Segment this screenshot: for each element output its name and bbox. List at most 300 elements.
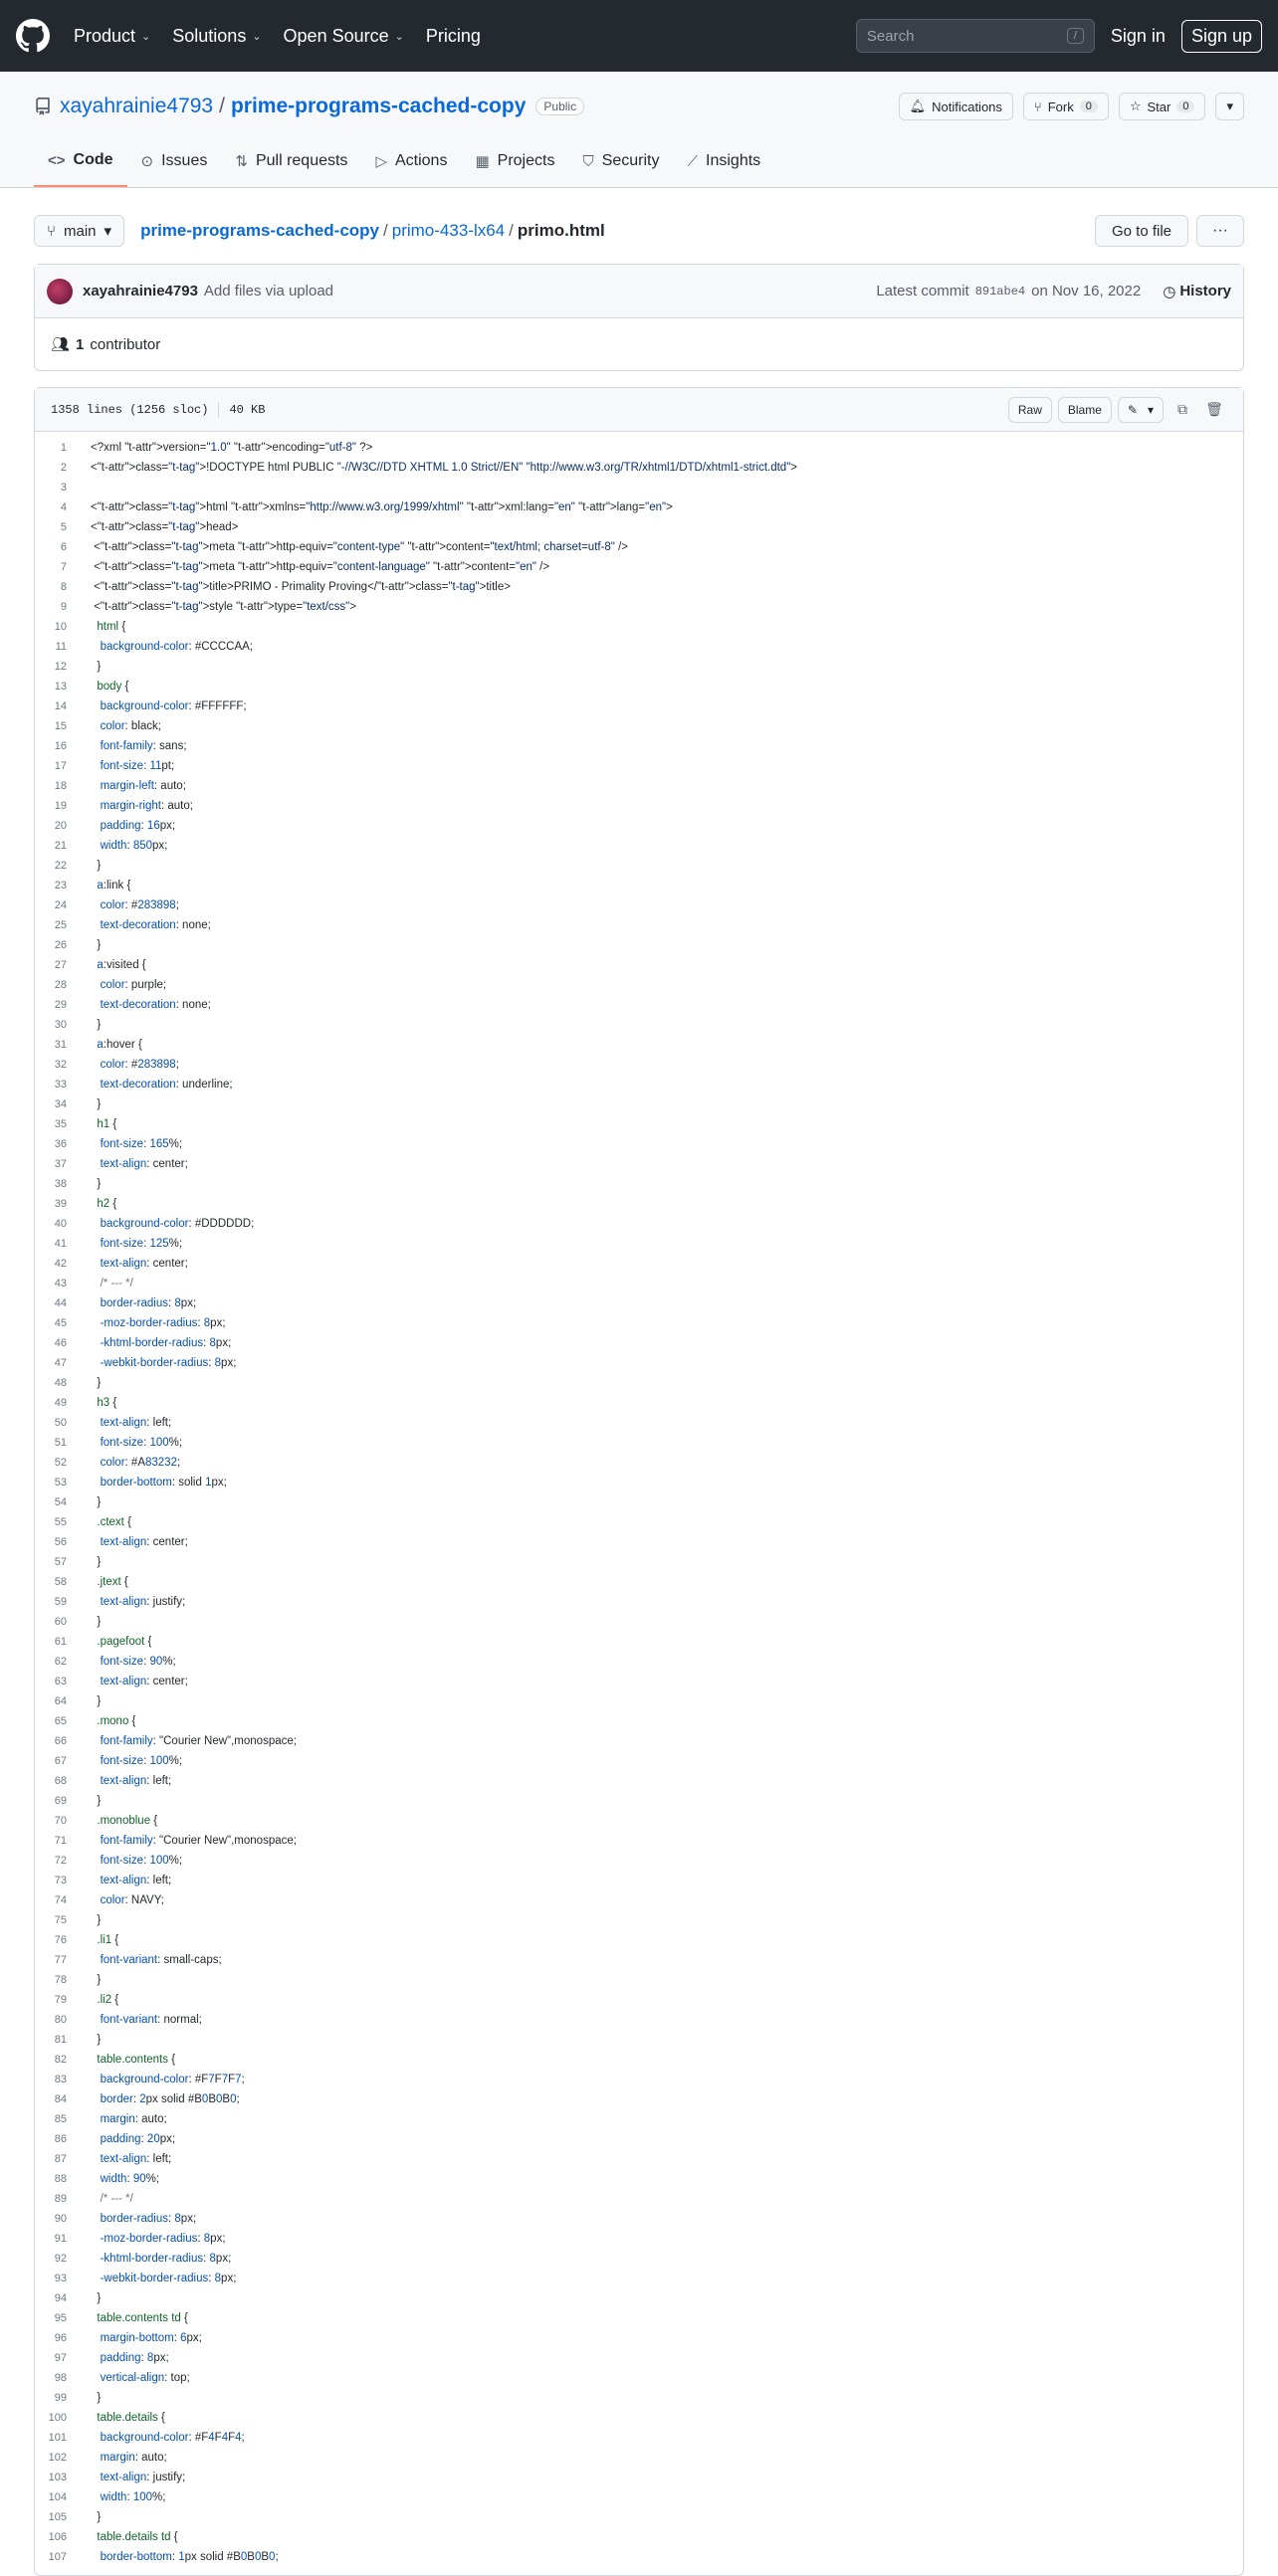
line-number[interactable]: 9 bbox=[60, 601, 67, 613]
line-content: <"t-attr">class="t-tag">title>PRIMO - Primality Proving</"t-attr">class="t-tag">title> bbox=[91, 581, 511, 593]
commit-date: on Nov 16, 2022 bbox=[1031, 283, 1142, 299]
line-content: text-align: left; bbox=[100, 1775, 172, 1787]
line-content: -moz-border-radius: 8px; bbox=[100, 1317, 226, 1329]
line-number[interactable]: 33 bbox=[54, 1079, 67, 1090]
code-line bbox=[35, 1711, 1243, 1731]
line-number[interactable]: 71 bbox=[54, 1835, 67, 1847]
line-number[interactable]: 8 bbox=[60, 581, 67, 593]
line-number[interactable]: 99 bbox=[54, 2392, 67, 2404]
line-content: text-align: center; bbox=[100, 1158, 188, 1170]
line-number[interactable]: 59 bbox=[54, 1596, 67, 1608]
line-number[interactable]: 81 bbox=[54, 2034, 67, 2046]
graph-icon: ⟋ bbox=[687, 152, 699, 170]
line-number[interactable]: 76 bbox=[54, 1934, 67, 1946]
line-content: font-size: 100%; bbox=[100, 1855, 183, 1867]
code-line bbox=[35, 657, 1243, 677]
line-number[interactable]: 14 bbox=[54, 700, 67, 712]
search-input[interactable]: Search / bbox=[856, 19, 1095, 53]
line-number[interactable]: 1 bbox=[60, 442, 67, 454]
line-content: text-decoration: underline; bbox=[100, 1079, 233, 1090]
line-number[interactable]: 72 bbox=[54, 1855, 67, 1867]
line-number[interactable]: 101 bbox=[48, 2432, 67, 2444]
line-number[interactable]: 10 bbox=[54, 621, 67, 633]
line-content: font-size: 90%; bbox=[100, 1656, 176, 1668]
breadcrumb-dir[interactable]: primo-433-lx64 bbox=[391, 221, 506, 240]
line-number[interactable]: 87 bbox=[54, 2153, 67, 2165]
line-number[interactable]: 73 bbox=[54, 1875, 67, 1886]
repo-name-link[interactable]: prime-programs-cached-copy bbox=[230, 95, 527, 117]
code-line bbox=[35, 796, 1243, 816]
line-number[interactable]: 25 bbox=[54, 919, 67, 931]
line-number[interactable]: 91 bbox=[54, 2233, 67, 2245]
line-number[interactable]: 5 bbox=[60, 521, 67, 533]
code-line bbox=[35, 1373, 1243, 1393]
line-number[interactable]: 3 bbox=[60, 482, 67, 494]
code-line bbox=[35, 2448, 1243, 2468]
line-number[interactable]: 85 bbox=[54, 2113, 67, 2125]
line-number[interactable]: 51 bbox=[54, 1437, 67, 1449]
code-line bbox=[35, 2328, 1243, 2348]
edit-button[interactable] bbox=[1118, 397, 1164, 423]
line-number[interactable]: 67 bbox=[54, 1755, 67, 1767]
line-number[interactable]: 35 bbox=[54, 1118, 67, 1130]
code-line bbox=[35, 537, 1243, 557]
line-content: h2 { bbox=[97, 1198, 117, 1210]
code-line bbox=[35, 2249, 1243, 2269]
line-content: background-color: #FFFFFF; bbox=[100, 700, 247, 712]
line-number[interactable]: 39 bbox=[54, 1198, 67, 1210]
line-number[interactable]: 89 bbox=[54, 2193, 67, 2205]
line-number[interactable]: 12 bbox=[54, 661, 67, 673]
line-number[interactable]: 62 bbox=[54, 1656, 67, 1668]
code-line bbox=[35, 816, 1243, 836]
line-content: padding: 8px; bbox=[100, 2352, 169, 2364]
line-number[interactable]: 28 bbox=[54, 979, 67, 991]
line-number[interactable]: 61 bbox=[54, 1636, 67, 1648]
line-content: margin: auto; bbox=[100, 2113, 167, 2125]
line-number[interactable]: 19 bbox=[54, 800, 67, 812]
line-number[interactable]: 52 bbox=[54, 1457, 67, 1469]
line-number[interactable]: 34 bbox=[54, 1098, 67, 1110]
line-number[interactable]: 68 bbox=[54, 1775, 67, 1787]
line-content: -khtml-border-radius: 8px; bbox=[100, 2253, 232, 2265]
code-line bbox=[35, 1851, 1243, 1871]
line-number[interactable]: 55 bbox=[54, 1516, 67, 1528]
code-line bbox=[35, 1353, 1243, 1373]
line-number[interactable]: 45 bbox=[54, 1317, 67, 1329]
line-content: background-color: #F7F7F7; bbox=[100, 2074, 245, 2085]
code-line bbox=[35, 637, 1243, 657]
code-line bbox=[35, 1691, 1243, 1711]
line-number[interactable]: 15 bbox=[54, 720, 67, 732]
line-number[interactable]: 30 bbox=[54, 1019, 67, 1031]
line-content: h1 { bbox=[97, 1118, 117, 1130]
commit-sha-link[interactable]: 891abe4 bbox=[974, 284, 1026, 298]
line-number[interactable]: 58 bbox=[54, 1576, 67, 1588]
code-line bbox=[35, 1771, 1243, 1791]
code-line bbox=[35, 2229, 1243, 2249]
line-content: .monoblue { bbox=[97, 1815, 158, 1827]
line-content: <"t-attr">class="t-tag">html "t-attr">xmlns="http://www.w3.org/1999/xhtml" "t-attr">xml:lang="en" "t-attr">lang="en"> bbox=[91, 501, 673, 513]
tab-code[interactable]: <> Code bbox=[34, 135, 127, 187]
line-number[interactable]: 77 bbox=[54, 1954, 67, 1966]
code-line bbox=[35, 2348, 1243, 2368]
line-content: text-align: left; bbox=[100, 1875, 172, 1886]
line-content: .li1 { bbox=[97, 1934, 119, 1946]
code-line bbox=[35, 557, 1243, 577]
code-line bbox=[35, 1950, 1243, 1970]
code-line bbox=[35, 1791, 1243, 1811]
github-logo-icon[interactable] bbox=[16, 19, 50, 53]
line-content: border-radius: 8px; bbox=[100, 2213, 197, 2225]
line-content: } bbox=[91, 2392, 102, 2404]
line-number[interactable]: 7 bbox=[60, 561, 67, 573]
blame-button[interactable]: Blame bbox=[1058, 397, 1112, 423]
file-size: 40 KB bbox=[229, 402, 266, 417]
code-line bbox=[35, 1274, 1243, 1293]
breadcrumb-separator: / bbox=[383, 221, 388, 240]
contributors-row[interactable] bbox=[35, 318, 1243, 370]
line-number[interactable]: 94 bbox=[54, 2292, 67, 2304]
code-line bbox=[35, 915, 1243, 935]
line-content: font-variant: small-caps; bbox=[100, 1954, 222, 1966]
line-number[interactable]: 26 bbox=[54, 939, 67, 951]
line-number[interactable]: 92 bbox=[54, 2253, 67, 2265]
star-button[interactable]: ☆ Star 0 bbox=[1119, 93, 1206, 120]
line-content: width: 850px; bbox=[100, 840, 168, 852]
line-number[interactable]: 38 bbox=[54, 1178, 67, 1190]
line-content: } bbox=[91, 860, 102, 872]
code-line bbox=[35, 2388, 1243, 2408]
fork-count: 0 bbox=[1080, 100, 1098, 112]
line-content: } bbox=[91, 939, 102, 951]
code-line bbox=[35, 1572, 1243, 1592]
code-line bbox=[35, 1970, 1243, 1990]
line-number[interactable]: 56 bbox=[54, 1536, 67, 1548]
history-link[interactable]: ◷ History bbox=[1163, 283, 1231, 300]
line-number[interactable]: 6 bbox=[60, 541, 67, 553]
line-number[interactable]: 64 bbox=[54, 1695, 67, 1707]
line-number[interactable]: 44 bbox=[54, 1297, 67, 1309]
avatar[interactable] bbox=[47, 279, 73, 304]
line-content: a:visited { bbox=[97, 959, 146, 971]
line-number[interactable]: 103 bbox=[48, 2472, 67, 2483]
code-line bbox=[35, 2089, 1243, 2109]
line-content: .mono { bbox=[97, 1715, 136, 1727]
clock-icon: ◷ bbox=[1163, 283, 1176, 300]
line-number[interactable]: 74 bbox=[54, 1894, 67, 1906]
tab-insights[interactable]: ⟋ Insights bbox=[687, 152, 761, 170]
code-line bbox=[35, 836, 1243, 856]
line-content: padding: 20px; bbox=[100, 2133, 176, 2145]
code-line bbox=[35, 935, 1243, 955]
line-number[interactable]: 98 bbox=[54, 2372, 67, 2384]
play-icon: ▷ bbox=[375, 153, 387, 170]
nav-pricing[interactable]: Pricing bbox=[425, 25, 481, 46]
code-line bbox=[35, 1811, 1243, 1831]
tab-actions[interactable]: ▷ Actions bbox=[375, 152, 448, 170]
code-viewer bbox=[34, 387, 1244, 2576]
code-line bbox=[35, 1453, 1243, 1473]
line-number[interactable]: 21 bbox=[54, 840, 67, 852]
line-number[interactable]: 66 bbox=[54, 1735, 67, 1747]
line-number[interactable]: 32 bbox=[54, 1059, 67, 1071]
code-line bbox=[35, 2308, 1243, 2328]
file-lines-info: 1358 lines (1256 sloc) bbox=[51, 402, 209, 417]
line-number[interactable]: 36 bbox=[54, 1138, 67, 1150]
line-number[interactable]: 70 bbox=[54, 1815, 67, 1827]
line-number[interactable]: 11 bbox=[55, 641, 67, 653]
line-content: /* --- */ bbox=[91, 2193, 133, 2205]
fork-button[interactable]: ⑂ Fork 0 bbox=[1023, 93, 1109, 120]
line-content: color: #A83232; bbox=[100, 1457, 181, 1469]
line-content: font-size: 125%; bbox=[100, 1238, 183, 1250]
more-options-button[interactable]: ··· bbox=[1196, 215, 1244, 247]
line-content: margin-right: auto; bbox=[100, 800, 193, 812]
line-content: margin-left: auto; bbox=[100, 780, 186, 792]
tab-projects[interactable]: ▦ Projects bbox=[475, 152, 555, 170]
line-number[interactable]: 13 bbox=[54, 681, 67, 693]
chevron-down-icon: ▾ bbox=[104, 223, 112, 240]
code-line bbox=[35, 955, 1243, 975]
sign-up-button[interactable]: Sign up bbox=[1181, 20, 1262, 53]
line-number[interactable]: 65 bbox=[54, 1715, 67, 1727]
code-line bbox=[35, 1154, 1243, 1174]
line-number[interactable]: 47 bbox=[54, 1357, 67, 1369]
line-content: color: #283898; bbox=[100, 899, 179, 911]
line-number[interactable]: 86 bbox=[54, 2133, 67, 2145]
line-number[interactable]: 69 bbox=[54, 1795, 67, 1807]
line-content: text-decoration: none; bbox=[100, 999, 211, 1011]
line-number[interactable]: 95 bbox=[54, 2312, 67, 2324]
commit-message-link[interactable]: Add files via upload bbox=[203, 283, 334, 299]
notifications-button[interactable]: 🔔︎ Notifications bbox=[899, 93, 1013, 120]
code-line bbox=[35, 1055, 1243, 1075]
line-number[interactable]: 53 bbox=[54, 1477, 67, 1488]
line-number[interactable]: 4 bbox=[60, 501, 67, 513]
line-number[interactable]: 106 bbox=[48, 2531, 67, 2543]
line-number[interactable]: 22 bbox=[54, 860, 67, 872]
line-number[interactable]: 102 bbox=[48, 2452, 67, 2464]
code-line bbox=[35, 1532, 1243, 1552]
line-number[interactable]: 37 bbox=[54, 1158, 67, 1170]
line-number[interactable]: 29 bbox=[54, 999, 67, 1011]
code-line bbox=[35, 1731, 1243, 1751]
line-content: -webkit-border-radius: 8px; bbox=[100, 1357, 237, 1369]
line-number[interactable]: 40 bbox=[54, 1218, 67, 1230]
code-line bbox=[35, 2368, 1243, 2388]
line-content: text-decoration: none; bbox=[100, 919, 211, 931]
code-line bbox=[35, 1632, 1243, 1652]
code-line bbox=[35, 856, 1243, 876]
line-content: vertical-align: top; bbox=[100, 2372, 190, 2384]
commit-box bbox=[34, 264, 1244, 371]
commit-author-link[interactable]: xayahrainie4793 bbox=[83, 283, 198, 299]
line-content: text-align: center; bbox=[100, 1258, 188, 1270]
line-number[interactable]: 84 bbox=[54, 2093, 67, 2105]
line-content: background-color: #DDDDDD; bbox=[100, 1218, 255, 1230]
line-number[interactable]: 104 bbox=[48, 2491, 67, 2503]
line-number[interactable]: 31 bbox=[54, 1039, 67, 1051]
raw-button[interactable]: Raw bbox=[1008, 397, 1052, 423]
code-line bbox=[35, 2269, 1243, 2288]
code-line bbox=[35, 597, 1243, 617]
nav-product[interactable]: Product ⌄ bbox=[74, 25, 151, 46]
line-content: text-align: left; bbox=[100, 2153, 172, 2165]
code-line bbox=[35, 2487, 1243, 2507]
code-line bbox=[35, 1075, 1243, 1094]
nav-open-source[interactable]: Open Source ⌄ bbox=[283, 25, 404, 46]
line-content: font-family: sans; bbox=[100, 740, 187, 752]
line-content: table.contents { bbox=[97, 2054, 176, 2066]
line-content: font-size: 165%; bbox=[100, 1138, 183, 1150]
trash-icon[interactable]: 🗑︎ bbox=[1205, 401, 1223, 417]
line-content: .jtext { bbox=[97, 1576, 128, 1588]
line-content: text-align: center; bbox=[100, 1676, 188, 1687]
line-content: } bbox=[91, 2511, 102, 2523]
copy-icon[interactable]: ⧉ bbox=[1177, 401, 1187, 417]
line-number[interactable]: 24 bbox=[54, 899, 67, 911]
line-number[interactable]: 100 bbox=[48, 2412, 67, 2424]
line-number[interactable]: 54 bbox=[54, 1496, 67, 1508]
line-number[interactable]: 41 bbox=[54, 1238, 67, 1250]
line-number[interactable]: 105 bbox=[48, 2511, 67, 2523]
code-line bbox=[35, 478, 1243, 497]
line-content: } bbox=[91, 1914, 102, 1926]
line-content: color: black; bbox=[100, 720, 161, 732]
code-line bbox=[35, 736, 1243, 756]
line-number[interactable]: 16 bbox=[54, 740, 67, 752]
code-line bbox=[35, 1035, 1243, 1055]
code-line bbox=[35, 617, 1243, 637]
code-line bbox=[35, 1214, 1243, 1234]
line-content: text-align: center; bbox=[100, 1536, 188, 1548]
line-number[interactable]: 78 bbox=[54, 1974, 67, 1986]
line-number[interactable]: 83 bbox=[54, 2074, 67, 2085]
line-number[interactable]: 107 bbox=[48, 2551, 67, 2563]
code-line bbox=[35, 2129, 1243, 2149]
code-line bbox=[35, 1890, 1243, 1910]
line-content: a:hover { bbox=[97, 1039, 142, 1051]
line-number[interactable]: 97 bbox=[54, 2352, 67, 2364]
line-number[interactable]: 50 bbox=[54, 1417, 67, 1429]
code-line bbox=[35, 1612, 1243, 1632]
people-icon: 👥︎ bbox=[51, 336, 71, 353]
line-number[interactable]: 79 bbox=[54, 1994, 67, 2006]
line-content: } bbox=[91, 1556, 102, 1568]
code-line bbox=[35, 1114, 1243, 1134]
code-line bbox=[35, 1751, 1243, 1771]
line-number[interactable]: 42 bbox=[54, 1258, 67, 1270]
line-number[interactable]: 27 bbox=[54, 959, 67, 971]
chevron-down-icon: ▾ bbox=[1226, 99, 1233, 113]
star-dropdown-button[interactable] bbox=[1215, 93, 1244, 120]
line-number[interactable]: 90 bbox=[54, 2213, 67, 2225]
code-line bbox=[35, 1413, 1243, 1433]
line-number[interactable]: 18 bbox=[54, 780, 67, 792]
line-number[interactable]: 2 bbox=[60, 462, 67, 474]
line-number[interactable]: 17 bbox=[54, 760, 67, 772]
go-to-file-button[interactable]: Go to file bbox=[1095, 215, 1188, 247]
nav-solutions[interactable]: Solutions ⌄ bbox=[172, 25, 262, 46]
code-line bbox=[35, 577, 1243, 597]
code-icon: <> bbox=[48, 151, 66, 169]
line-number[interactable]: 49 bbox=[54, 1397, 67, 1409]
line-content: font-size: 100%; bbox=[100, 1755, 183, 1767]
tab-issues[interactable]: ⊙ Issues bbox=[140, 152, 208, 170]
code-line bbox=[35, 2070, 1243, 2089]
line-content: -webkit-border-radius: 8px; bbox=[100, 2273, 237, 2284]
breadcrumb-repo[interactable]: prime-programs-cached-copy bbox=[140, 221, 380, 240]
branch-selector[interactable]: ⑂ main ▾ bbox=[34, 215, 124, 247]
code-line bbox=[35, 756, 1243, 776]
line-number[interactable]: 43 bbox=[54, 1278, 67, 1289]
line-content: } bbox=[91, 1098, 102, 1110]
line-number[interactable]: 93 bbox=[54, 2273, 67, 2284]
issue-icon: ⊙ bbox=[140, 153, 154, 170]
line-content: <"t-attr">class="t-tag">meta "t-attr">http-equiv="content-type" "t-attr">content="text/html; charset=utf-8" /> bbox=[91, 541, 628, 553]
code-line bbox=[35, 517, 1243, 537]
line-content: color: NAVY; bbox=[100, 1894, 164, 1906]
code-line bbox=[35, 975, 1243, 995]
line-number[interactable]: 82 bbox=[54, 2054, 67, 2066]
line-content: .pagefoot { bbox=[97, 1636, 152, 1648]
line-content: .ctext { bbox=[97, 1516, 131, 1528]
line-number[interactable]: 80 bbox=[54, 2014, 67, 2026]
chevron-down-icon: ⌄ bbox=[141, 30, 151, 43]
table-icon: ▦ bbox=[475, 153, 490, 170]
line-content: .li2 { bbox=[97, 1994, 119, 2006]
tab-security[interactable]: ⛉ Security bbox=[582, 152, 660, 170]
line-content: table.details td { bbox=[97, 2531, 178, 2543]
line-number[interactable]: 88 bbox=[54, 2173, 67, 2185]
line-number[interactable]: 63 bbox=[54, 1676, 67, 1687]
tab-pull-requests[interactable]: ⇅ Pull requests bbox=[235, 152, 348, 170]
repo-tabs bbox=[34, 135, 1244, 187]
code-line bbox=[35, 1871, 1243, 1890]
code-line bbox=[35, 2209, 1243, 2229]
code-line bbox=[35, 1393, 1243, 1413]
code-line bbox=[35, 696, 1243, 716]
line-number[interactable]: 96 bbox=[54, 2332, 67, 2344]
sign-in-link[interactable]: Sign in bbox=[1110, 25, 1166, 46]
line-content: } bbox=[91, 1019, 102, 1031]
line-number[interactable]: 46 bbox=[54, 1337, 67, 1349]
global-header bbox=[0, 0, 1278, 72]
repo-header bbox=[0, 72, 1278, 188]
star-icon: ☆ bbox=[1129, 99, 1142, 113]
line-content: margin-bottom: 6px; bbox=[100, 2332, 202, 2344]
code-line bbox=[35, 1473, 1243, 1492]
code-line bbox=[35, 2050, 1243, 2070]
line-number[interactable]: 48 bbox=[54, 1377, 67, 1389]
line-content: border-bottom: solid 1px; bbox=[100, 1477, 227, 1488]
code-line bbox=[35, 1194, 1243, 1214]
line-number[interactable]: 23 bbox=[54, 880, 67, 892]
repo-separator: / bbox=[219, 95, 225, 117]
line-content: font-family: "Courier New",monospace; bbox=[100, 1835, 297, 1847]
line-content: } bbox=[91, 1795, 102, 1807]
line-number[interactable]: 75 bbox=[54, 1914, 67, 1926]
line-number[interactable]: 20 bbox=[54, 820, 67, 832]
code-line bbox=[35, 1990, 1243, 2010]
line-number[interactable]: 60 bbox=[54, 1616, 67, 1628]
code-line bbox=[35, 1652, 1243, 1672]
code-line bbox=[35, 1254, 1243, 1274]
code-line bbox=[35, 1512, 1243, 1532]
line-number[interactable]: 57 bbox=[54, 1556, 67, 1568]
repo-owner-link[interactable]: xayahrainie4793 bbox=[60, 95, 214, 117]
